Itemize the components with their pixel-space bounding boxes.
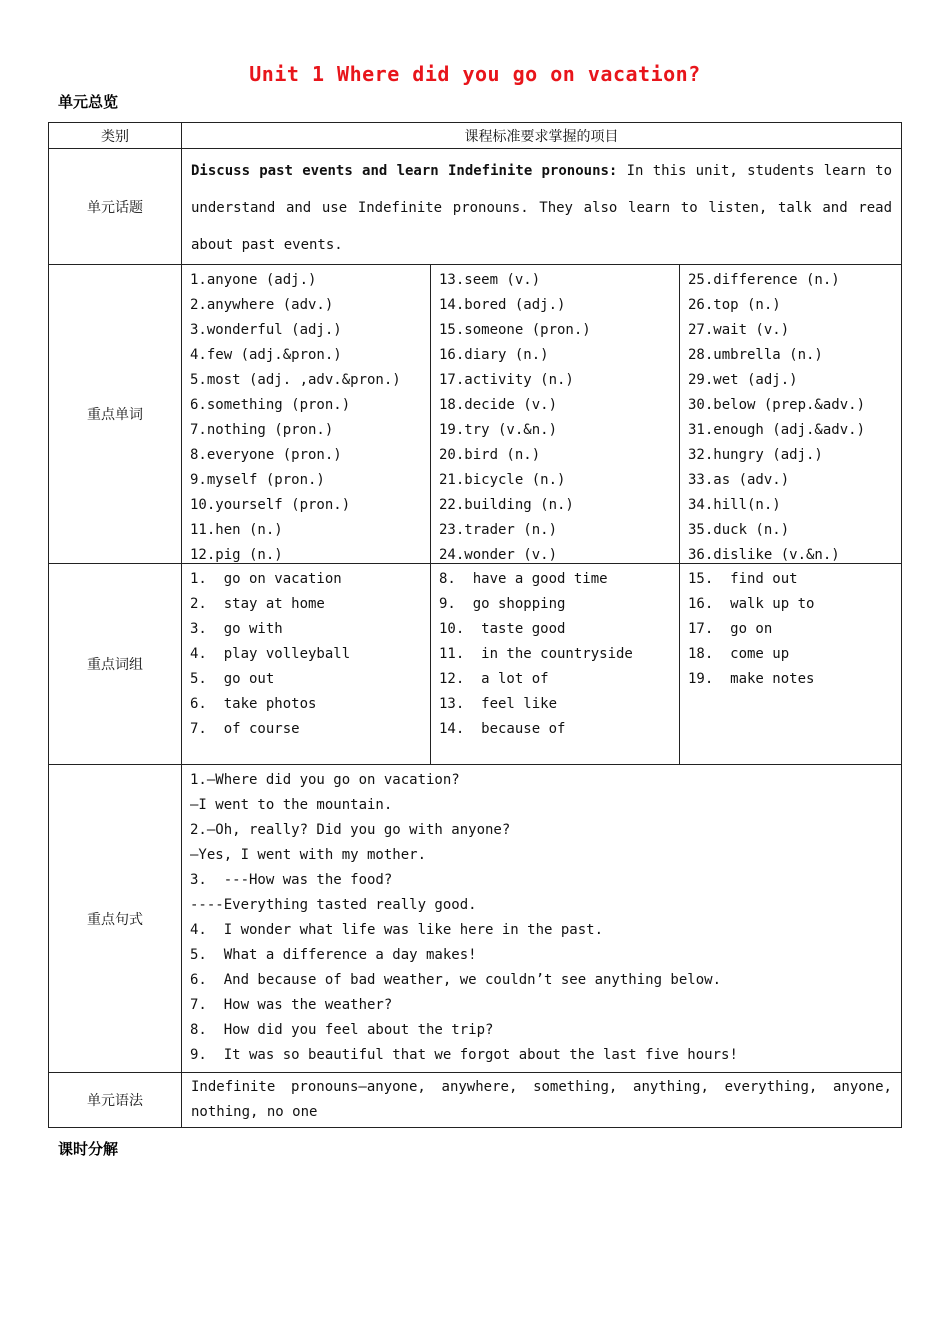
word-item: 1.anyone (adj.) — [190, 272, 317, 288]
word-item: 32.hungry (adj.) — [688, 447, 823, 463]
grammar-cell — [182, 1073, 902, 1128]
phrase-item: 10. taste good — [439, 621, 566, 637]
word-item: 12.pig (n.) — [190, 547, 283, 563]
sentence-line: 7. How was the weather? — [190, 997, 393, 1013]
sentence-line: 8. How did you feel about the trip? — [190, 1022, 494, 1038]
sentence-line: —I went to the mountain. — [190, 797, 393, 813]
word-item: 33.as (adv.) — [688, 472, 790, 488]
phrase-item: 14. because of — [439, 721, 566, 737]
sentence-line: 2.—Oh, really? Did you go with anyone? — [190, 822, 511, 838]
phrase-item: 3. go with — [190, 621, 283, 637]
word-item: 8.everyone (pron.) — [190, 447, 342, 463]
phrase-item: 8. have a good time — [439, 571, 608, 587]
topic-label: 单元话题 — [49, 149, 182, 265]
word-item: 3.wonderful (adj.) — [190, 322, 342, 338]
phrases-cell — [182, 564, 902, 765]
word-item: 19.try (v.&n.) — [439, 422, 558, 438]
words-cell — [182, 265, 902, 564]
word-item: 27.wait (v.) — [688, 322, 790, 338]
word-item: 28.umbrella (n.) — [688, 347, 823, 363]
phrases-column-3 — [680, 564, 901, 764]
phrase-item: 12. a lot of — [439, 671, 549, 687]
word-item: 23.trader (n.) — [439, 522, 558, 538]
sentences-cell — [182, 765, 902, 1073]
grammar-text: Indefinite pronouns—anyone, anywhere, something, anything, everything, anyone, nothing, no one — [191, 1079, 892, 1120]
word-item: 34.hill(n.) — [688, 497, 781, 513]
header-content: 课程标准要求掌握的项目 — [182, 123, 902, 149]
word-item: 31.enough (adj.&adv.) — [688, 422, 866, 438]
phrase-item: 9. go shopping — [439, 596, 566, 612]
header-category: 类别 — [49, 123, 182, 149]
words-row — [49, 265, 902, 564]
word-item: 30.below (prep.&adv.) — [688, 397, 866, 413]
sentence-line: 1.—Where did you go on vacation? — [190, 772, 460, 788]
phrase-item: 1. go on vacation — [190, 571, 342, 587]
word-item: 14.bored (adj.) — [439, 297, 566, 313]
phrase-item: 15. find out — [688, 571, 798, 587]
word-item: 11.hen (n.) — [190, 522, 283, 538]
sentence-line: 6. And because of bad weather, we couldn’t see anything below. — [190, 972, 722, 988]
unit-overview-table — [48, 122, 902, 1128]
topic-row — [49, 149, 902, 265]
word-item: 4.few (adj.&pron.) — [190, 347, 342, 363]
phrase-item: 17. go on — [688, 621, 773, 637]
word-item: 22.building (n.) — [439, 497, 574, 513]
word-item: 5.most (adj. ,adv.&pron.) — [190, 372, 401, 388]
sentence-line: 3. ---How was the food? — [190, 872, 393, 888]
word-item: 15.someone (pron.) — [439, 322, 591, 338]
sentence-line: 9. It was so beautiful that we forgot about the last five hours! — [190, 1047, 738, 1063]
phrase-item: 13. feel like — [439, 696, 558, 712]
page-title: Unit 1 Where did you go on vacation? — [249, 62, 701, 86]
word-item: 35.duck (n.) — [688, 522, 790, 538]
sentences-row — [49, 765, 902, 1073]
topic-lead: Discuss past events and learn Indefinite pronouns: — [191, 163, 618, 179]
topic-text: In this unit, students learn to understand and use Indefinite pronouns. They also learn to listen, talk and read about past events. — [191, 163, 892, 253]
word-item: 24.wonder (v.) — [439, 547, 558, 563]
phrase-item: 11. in the countryside — [439, 646, 633, 662]
phrases-row — [49, 564, 902, 765]
words-column-1 — [182, 265, 431, 563]
word-item: 36.dislike (v.&n.) — [688, 547, 840, 563]
word-item: 26.top (n.) — [688, 297, 781, 313]
words-column-2 — [431, 265, 680, 563]
phrase-item: 18. come up — [688, 646, 790, 662]
section-heading-lessons: 课时分解 — [58, 1140, 119, 1158]
sentence-line: 5. What a difference a day makes! — [190, 947, 477, 963]
word-item: 2.anywhere (adv.) — [190, 297, 334, 313]
phrase-item: 4. play volleyball — [190, 646, 351, 662]
phrase-item: 16. walk up to — [688, 596, 815, 612]
word-item: 16.diary (n.) — [439, 347, 549, 363]
words-label: 重点单词 — [49, 265, 182, 564]
sentence-line: ----Everything tasted really good. — [190, 897, 477, 913]
word-item: 10.yourself (pron.) — [190, 497, 351, 513]
phrase-item: 19. make notes — [688, 671, 815, 687]
section-heading-overview: 单元总览 — [58, 93, 119, 111]
words-column-3 — [680, 265, 901, 563]
phrase-item: 7. of course — [190, 721, 300, 737]
word-item: 6.something (pron.) — [190, 397, 351, 413]
word-item: 9.myself (pron.) — [190, 472, 325, 488]
table-header-row — [49, 123, 902, 149]
phrases-column-2 — [431, 564, 680, 764]
topic-cell — [182, 149, 902, 265]
word-item: 18.decide (v.) — [439, 397, 558, 413]
word-item: 13.seem (v.) — [439, 272, 541, 288]
word-item: 21.bicycle (n.) — [439, 472, 566, 488]
word-item: 17.activity (n.) — [439, 372, 574, 388]
phrases-label: 重点词组 — [49, 564, 182, 765]
phrase-item: 2. stay at home — [190, 596, 325, 612]
phrase-item: 5. go out — [190, 671, 275, 687]
word-item: 29.wet (adj.) — [688, 372, 798, 388]
phrase-item: 6. take photos — [190, 696, 317, 712]
sentence-line: —Yes, I went with my mother. — [190, 847, 427, 863]
grammar-label: 单元语法 — [49, 1073, 182, 1128]
sentence-line: 4. I wonder what life was like here in the past. — [190, 922, 604, 938]
word-item: 7.nothing (pron.) — [190, 422, 334, 438]
word-item: 20.bird (n.) — [439, 447, 541, 463]
phrases-column-1 — [182, 564, 431, 764]
word-item: 25.difference (n.) — [688, 272, 840, 288]
grammar-row — [49, 1073, 902, 1128]
sentences-label: 重点句式 — [49, 765, 182, 1073]
